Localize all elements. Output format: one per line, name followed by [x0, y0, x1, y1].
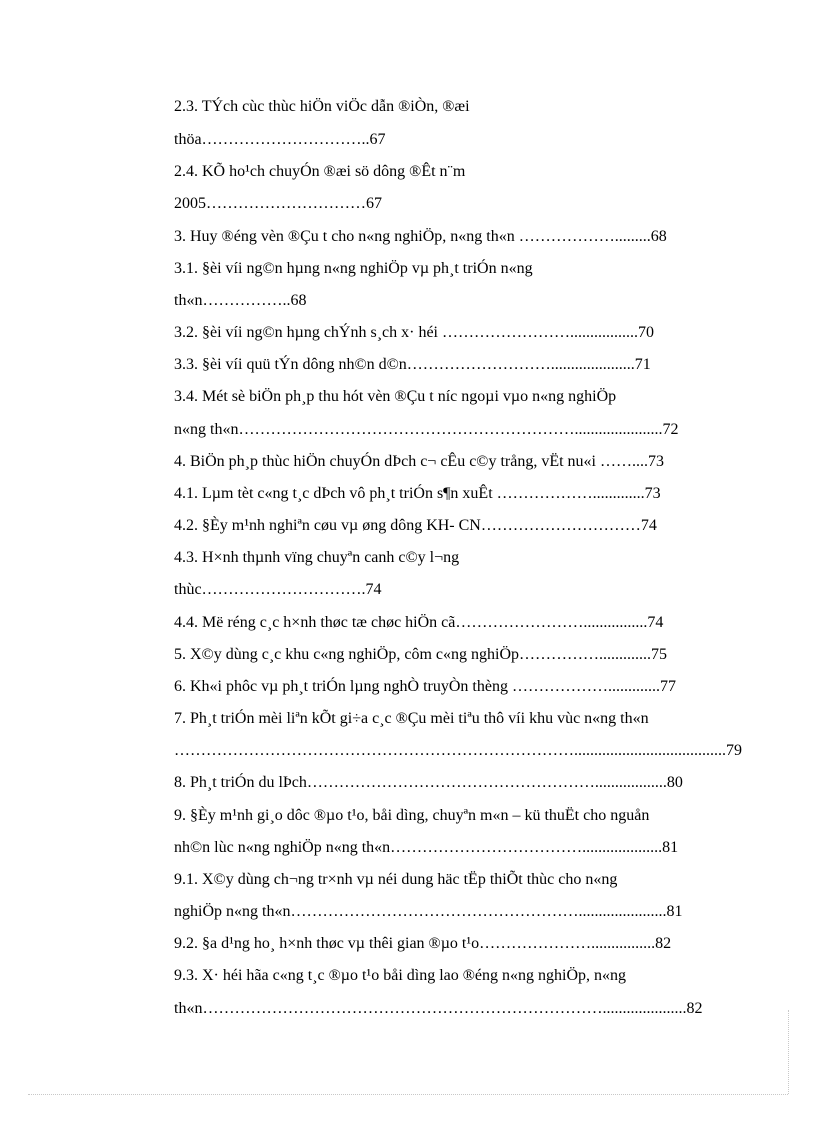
page-side-divider: [788, 1010, 789, 1094]
toc-entry-3: 3. Huy ®éng vèn ®Çu t cho n«ng nghiÖp, n«ng th«n ……………….........68: [174, 228, 667, 245]
toc-entry-4-4: 4.4. Më réng c¸c h×nh thøc tæ chøc hiÖn cã……………………................74: [174, 614, 664, 631]
toc-entry-3-1-cont: th«n……………..68: [174, 292, 307, 309]
toc-entry-3-2: 3.2. §èi víi ng©n hµng chÝnh s¸ch x· héi …………………….................70: [174, 324, 654, 341]
toc-entry-4-2: 4.2. §Èy m¹nh nghiªn cøu vµ øng dông KH- CN…………………………74: [174, 517, 657, 534]
toc-entry-7-cont: …………………………………………………………………......................................79: [174, 742, 742, 759]
toc-entry-7: 7. Ph¸t triÓn mèi liªn kÕt gi÷a c¸c ®Çu mèi tiªu thô víi khu vùc n«ng th«n: [174, 710, 649, 727]
toc-entry-9-1: 9.1. X©y dùng ch¬ng tr×nh vµ néi dung häc tËp thiÕt thùc cho n«ng: [174, 871, 618, 888]
toc-entry-4-1: 4.1. Lµm tèt c«ng t¸c dÞch vô ph¸t triÓn s¶n xuÊt ……………….............73: [174, 485, 661, 502]
toc-entry-3-3: 3.3. §èi víi quü tÝn dông nh©n d©n……………………….....................71: [174, 356, 651, 373]
toc-entry-2-4: 2.4. KÕ ho¹ch chuyÓn ®æi sö dông ®Êt n¨m: [174, 163, 466, 180]
toc-entry-9: 9. §Èy m¹nh gi¸o dôc ®µo t¹o, båi dìng, chuyªn m«n – kü thuËt cho nguån: [174, 807, 650, 824]
toc-entry-4: 4. BiÖn ph¸p thùc hiÖn chuyÓn dÞch c¬ cÊu c©y trång, vËt nu«i ……....73: [174, 453, 664, 470]
page-bottom-divider: [28, 1094, 788, 1095]
toc-entry-3-4-cont: n«ng th«n………………………………………………………......................72: [174, 421, 679, 438]
toc-entry-2-3-cont: thöa…………………………..67: [174, 131, 386, 148]
toc-entry-2-4-cont: 2005…………………………67: [174, 195, 382, 212]
toc-entry-2-3: 2.3. TÝch cùc thùc hiÖn viÖc dẫn ®iÒn, ®æi: [174, 98, 470, 115]
toc-entry-3-4: 3.4. Mét sè biÖn ph¸p thu hót vèn ®Çu t níc ngoµi vµo n«ng nghiÖp: [174, 388, 617, 405]
toc-entry-9-3-cont: th«n………………………………………………………………….....................82: [174, 1000, 703, 1017]
toc-entry-9-cont: nh©n lùc n«ng nghiÖp n«ng th«n………………………………....................81: [174, 839, 679, 856]
toc-entry-8: 8. Ph¸t triÓn du lÞch………………………………………………..................80: [174, 774, 683, 791]
toc-entry-9-3: 9.3. X· héi hãa c«ng t¸c ®µo t¹o båi dìng lao ®éng n«ng nghiÖp, n«ng: [174, 967, 627, 984]
toc-entry-9-1-cont: nghiÖp n«ng th«n………………………………………………......................81: [174, 903, 683, 920]
toc-entry-3-1: 3.1. §èi víi ng©n hµng n«ng nghiÖp vµ ph¸t triÓn n«ng: [174, 260, 533, 277]
toc-entry-6: 6. Kh«i phôc vµ ph¸t triÓn lµng nghÒ truyÒn thèng ……………….............77: [174, 678, 676, 695]
toc-entry-5: 5. X©y dùng c¸c khu c«ng nghiÖp, côm c«ng nghiÖp…………….............75: [174, 646, 667, 663]
toc-entry-9-2: 9.2. §a d¹ng ho¸ h×nh thøc vµ thêi gian ®µo t¹o…………………................82: [174, 935, 672, 952]
toc-entry-4-3: 4.3. H×nh thµnh vïng chuyªn canh c©y l¬ng: [174, 549, 460, 566]
toc-entry-4-3-cont: thùc………………………….74: [174, 581, 382, 598]
